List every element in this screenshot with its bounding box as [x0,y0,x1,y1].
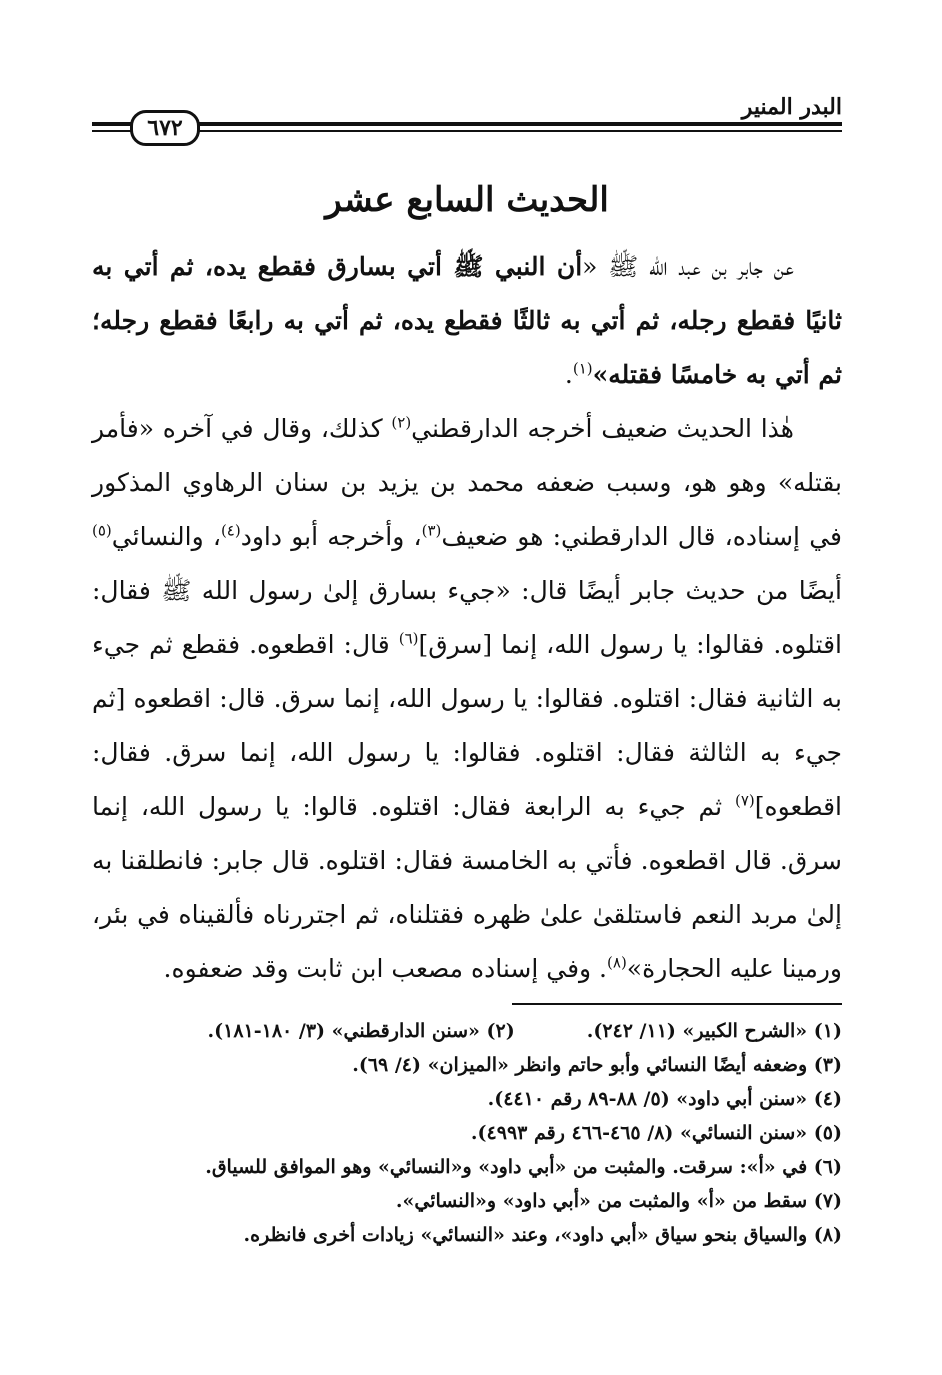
commentary-text: ، والنسائي [111,522,221,551]
commentary-text: ثم جيء به الرابعة فقال: اقتلوه. قالوا: يا رسول الله، إنما سرق. قال اقطعوه. فأتي به الخامسة فقال: اقتلوه. قال جابر: فانطلقنا به إلىٰ مربد النعم فاستلقىٰ علىٰ ظهره فقتلناه، ثم اجتررناه فألقيناه في بئر، ورمينا عليه الحجارة» [92,792,842,983]
page-number: ٦٧٢ [130,110,200,146]
footnote-row [92,1014,842,1048]
hadith-close-quote: » [592,360,609,389]
footnote-7: (٧) سقط من «أ» والمثبت من «أبي داود» و«النسائي». [395,1190,842,1212]
footnote-2: (٢) «سنن الدارقطني» (٣/ ١٨٠-١٨١). [207,1020,515,1042]
body-text [92,240,842,996]
footnote-1: (١) «الشرح الكبير» (١١/ ٢٤٢). [586,1020,842,1042]
commentary-paragraph [92,402,842,996]
hadith-intro: عن جابر بن عبد الله ﷺ « [582,252,794,281]
commentary-text: كذلك، وقال في آخره «فأمر بقتله» وهو هو، وسبب ضعفه محمد بن يزيد بن سنان الرهاوي المذكور في إسناده، قال الدارقطني: هو ضعيف [92,414,842,551]
footnote-ref[interactable]: (٢) [391,413,412,432]
section-heading: الحديث السابع عشر [325,180,609,220]
footnote-4: (٤) «سنن أبي داود» (٥/ ٨٨-٨٩ رقم ٤٤١٠). [487,1088,842,1110]
commentary-text: قال: اقطعوه. فقطع ثم جيء به الثانية فقال: اقتلوه. فقالوا: يا رسول الله، إنما سرق. قال: اقطعوه [ثم جيء به الثالثة فقال: اقتلوه. فقالوا: يا رسول الله، إنما سرق. فقال: اقطعوه] [92,630,842,821]
commentary-text: ، وأخرجه أبو داود [240,522,422,551]
footnote-5: (٥) «سنن النسائي» (٨/ ٤٦٥-٤٦٦ رقم ٤٩٩٣). [470,1122,842,1144]
footnotes [92,1014,842,1252]
commentary-text: هٰذا الحديث ضعيف أخرجه الدارقطني [411,414,794,443]
footnote-ref[interactable]: (٨) [607,953,627,972]
footnote-ref[interactable]: (٦) [398,629,419,648]
footnote-separator [512,1003,842,1005]
hadith-end: . [564,360,573,389]
footnote-ref[interactable]: (٤) [220,521,241,540]
commentary-text: . وفي إسناده مصعب ابن ثابت وقد ضعفوه. [163,954,608,983]
footnote-ref[interactable]: (٧) [734,791,755,810]
footnote-6: (٦) في «أ»: سرقت. والمثبت من «أبي داود» و«النسائي» وهو الموافق للسياق. [205,1156,842,1178]
footnote-ref[interactable]: (١) [572,359,593,378]
footnote-ref[interactable]: (٣) [421,521,442,540]
running-header [92,88,842,144]
hadith-paragraph [92,240,842,402]
footnote-3: (٣) وضعفه أيضًا النسائي وأبو حاتم وانظر «الميزان» (٤/ ٦٩). [352,1054,842,1076]
header-rule-thick [92,122,842,126]
running-title: البدر المنير [741,94,842,120]
commentary-text: أيضًا من حديث جابر أيضًا قال: «جيء بسارق إلىٰ رسول الله ﷺ فقال: اقتلوه. فقالوا: يا رسول الله، إنما [سرق] [92,576,842,659]
book-page [92,0,842,1375]
footnote-8: (٨) والسياق بنحو سياق «أبي داود»، وعند «النسائي» زيادات أخرى فانظره. [243,1224,842,1246]
header-rule-thin [92,130,842,132]
footnote-ref[interactable]: (٥) [92,521,112,540]
hadith-text: أن النبي ﷺ أتي بسارق فقطع يده، ثم أتي به ثانيًا فقطع رجله، ثم أتي به ثالثًا فقطع يده، ثم أتي به رابعًا فقطع رجله؛ ثم أتي به خامسًا فقتله [92,252,842,389]
